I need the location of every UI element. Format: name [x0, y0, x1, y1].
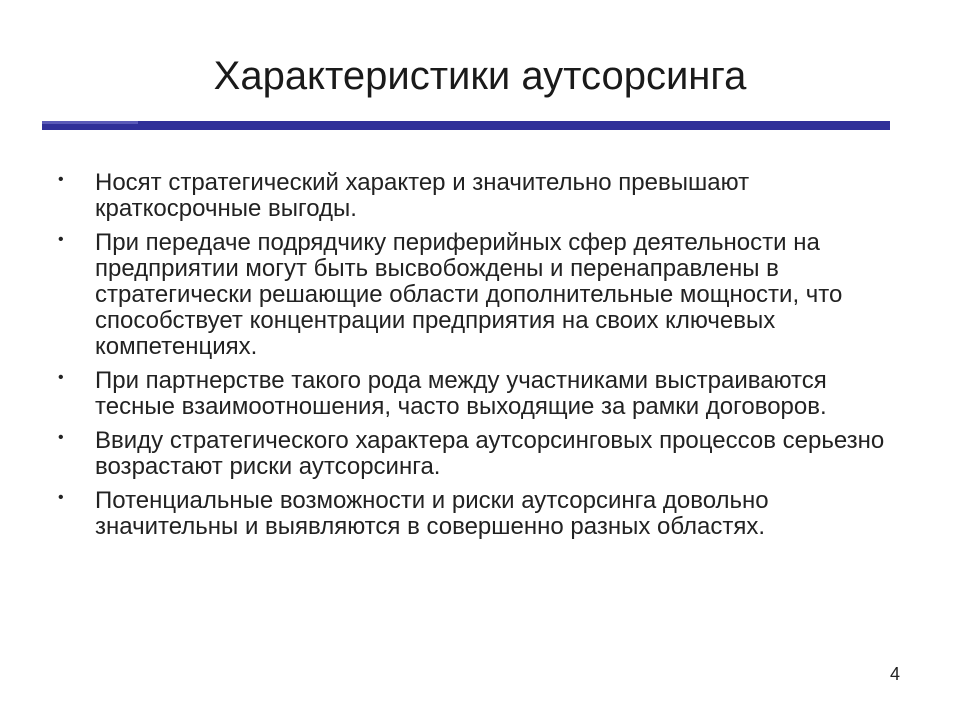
bullet-item	[58, 488, 908, 540]
bullet-text: При партнерстве такого рода между участниками выстраиваются тесные взаимоотношения, часто выходящие за рамки договоров.	[95, 367, 827, 420]
bullet-item	[58, 230, 908, 360]
bullet-dot-icon: •	[58, 231, 64, 248]
bullet-dot-icon: •	[58, 489, 64, 506]
bullet-item	[58, 170, 908, 222]
bullet-text: Ввиду стратегического характера аутсорсинговых процессов серьезно возрастают риски аутсорсинга.	[95, 427, 885, 480]
bullet-item	[58, 428, 908, 480]
slide-title: Характеристики аутсорсинга	[213, 54, 747, 98]
title-underline-highlight	[42, 121, 138, 124]
bullet-text: Потенциальные возможности и риски аутсорсинга довольно значительны и выявляются в совершенно разных областях.	[95, 487, 769, 540]
title-underline	[42, 121, 890, 130]
bullet-dot-icon: •	[58, 429, 64, 446]
bullet-text: Носят стратегический характер и значительно превышают краткосрочные выгоды.	[95, 169, 750, 222]
bullet-text: При передаче подрядчику периферийных сфер деятельности на предприятии могут быть высвобождены и перенаправлены в стратегически решающие области дополнительные мощности, что способствует концентрации предприятия на своих ключевых компетенциях.	[95, 229, 843, 360]
page-number: 4	[889, 664, 900, 684]
bullet-dot-icon: •	[58, 171, 64, 188]
bullet-list	[58, 170, 908, 548]
bullet-dot-icon: •	[58, 369, 64, 386]
bullet-item	[58, 368, 908, 420]
